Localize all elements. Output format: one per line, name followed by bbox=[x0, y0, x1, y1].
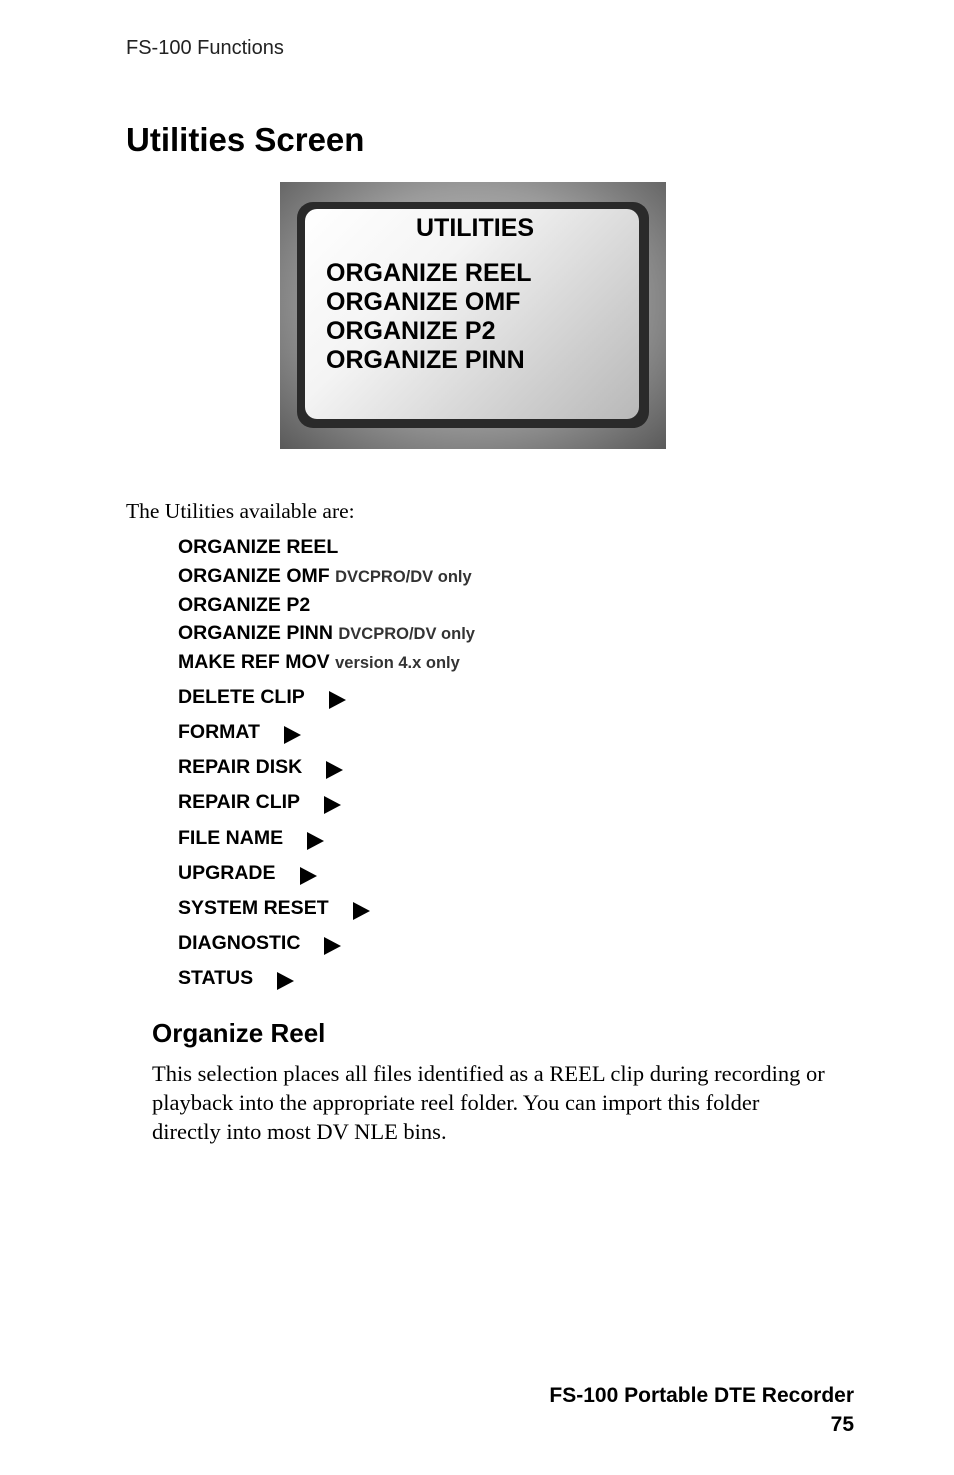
utility-label: SYSTEM RESET bbox=[178, 897, 329, 919]
utility-label: ORGANIZE P2 bbox=[178, 594, 311, 616]
right-triangle-icon bbox=[324, 937, 341, 955]
running-header: FS-100 Functions bbox=[126, 37, 284, 59]
lcd-menu-item: ORGANIZE REEL bbox=[326, 259, 532, 287]
right-triangle-icon bbox=[329, 691, 346, 709]
subsection-title: Organize Reel bbox=[152, 1018, 326, 1048]
body-paragraph: This selection places all files identified as a REEL clip during recording or playback into the appropriate reel folder. You can import this folder directly into most DV NLE bins. bbox=[152, 1061, 825, 1144]
utility-note: DVCPRO/DV only bbox=[335, 568, 472, 586]
utility-note: DVCPRO/DV only bbox=[338, 625, 475, 643]
page-footer bbox=[549, 1381, 854, 1439]
utility-item-format bbox=[178, 721, 301, 744]
utility-label: FORMAT bbox=[178, 721, 260, 743]
utility-item-delete-clip bbox=[178, 686, 346, 709]
utility-label: MAKE REF MOV bbox=[178, 651, 330, 673]
footer-product: FS-100 Portable DTE Recorder bbox=[549, 1384, 854, 1407]
lcd-menu bbox=[326, 259, 532, 375]
right-triangle-icon bbox=[300, 867, 317, 885]
utility-item-repair-clip bbox=[178, 791, 341, 814]
lcd-menu-item: ORGANIZE P2 bbox=[326, 317, 496, 345]
lcd-title: UTILITIES bbox=[416, 214, 535, 242]
right-triangle-icon bbox=[326, 761, 343, 779]
utility-item-organize-p2 bbox=[178, 594, 310, 617]
utility-item-organize-reel bbox=[178, 536, 338, 559]
utility-item-system-reset bbox=[178, 897, 370, 920]
lcd-menu-item: ORGANIZE PINN bbox=[326, 346, 525, 374]
utility-label: DIAGNOSTIC bbox=[178, 932, 301, 954]
utility-label: DELETE CLIP bbox=[178, 686, 305, 708]
utility-item-make-ref-mov bbox=[178, 651, 460, 674]
utility-label: REPAIR CLIP bbox=[178, 791, 301, 813]
right-triangle-icon bbox=[307, 832, 324, 850]
utility-label: ORGANIZE OMF bbox=[178, 565, 330, 587]
utility-item-status bbox=[178, 967, 294, 990]
utility-item-file-name bbox=[178, 827, 324, 850]
utility-label: ORGANIZE REEL bbox=[178, 536, 339, 558]
page-number: 75 bbox=[830, 1413, 854, 1436]
utility-label: FILE NAME bbox=[178, 827, 284, 849]
utility-note: version 4.x only bbox=[335, 654, 460, 672]
right-triangle-icon bbox=[284, 726, 301, 744]
utility-item-repair-disk bbox=[178, 756, 343, 779]
utility-item-organize-omf bbox=[178, 565, 472, 588]
utility-label: ORGANIZE PINN bbox=[178, 622, 333, 644]
utility-label: UPGRADE bbox=[178, 862, 276, 884]
utility-label: STATUS bbox=[178, 967, 254, 989]
right-triangle-icon bbox=[353, 902, 370, 920]
intro-text: The Utilities available are: bbox=[126, 499, 355, 523]
utility-item-upgrade bbox=[178, 862, 317, 885]
section-title: Utilities Screen bbox=[126, 121, 365, 158]
right-triangle-icon bbox=[277, 972, 294, 990]
right-triangle-icon bbox=[324, 796, 341, 814]
utility-item-organize-pinn bbox=[178, 622, 475, 645]
lcd-menu-item: ORGANIZE OMF bbox=[326, 288, 521, 316]
utility-label: REPAIR DISK bbox=[178, 756, 303, 778]
utility-item-diagnostic bbox=[178, 932, 341, 955]
